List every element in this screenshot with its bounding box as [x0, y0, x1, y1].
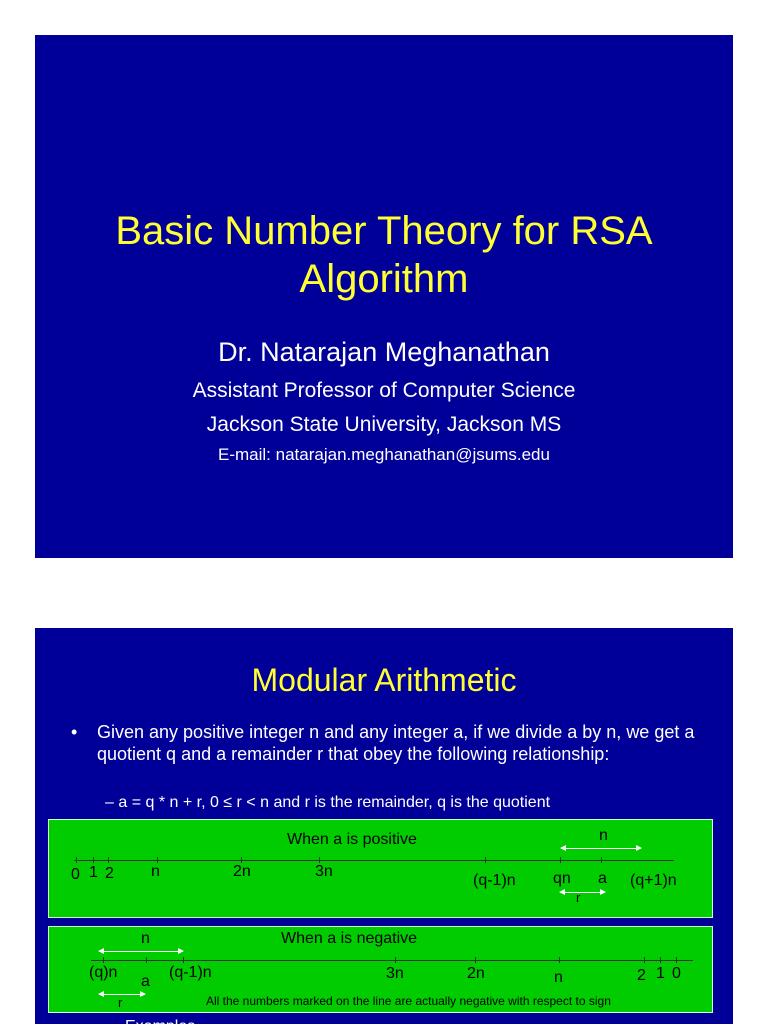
title-line-2: Algorithm — [299, 257, 469, 301]
label-3n: 3n — [315, 863, 333, 880]
span-n-arrow — [99, 951, 183, 952]
sub-bullet: – a = q * n + r, 0 ≤ r < n and r is the remainder, q is the quotient — [105, 794, 551, 811]
span-r-label: r — [118, 995, 123, 1010]
span-n-label: n — [599, 827, 608, 844]
label-qn: (q)n — [89, 964, 118, 981]
tick — [108, 857, 109, 863]
label-a: a — [141, 973, 150, 990]
modular-arithmetic-slide — [35, 628, 733, 1035]
title-line-1: Basic Number Theory for RSA — [115, 209, 653, 253]
tick — [103, 957, 104, 963]
title-slide — [35, 35, 733, 558]
bullet-text: Given any positive integer n and any integer a, if we divide a by n, we get a quotient q and a remainder r that obey the following relationship: — [97, 722, 695, 764]
tick — [559, 957, 560, 963]
tick — [601, 857, 602, 863]
partial-text-examples: Examples — [125, 1018, 196, 1035]
tick — [475, 957, 476, 963]
span-n-arrow — [561, 848, 641, 849]
label-1: 1 — [89, 864, 98, 881]
label-3n: 3n — [386, 965, 404, 982]
negative-heading: When a is negative — [281, 930, 418, 947]
author-position: Assistant Professor of Computer Science — [192, 379, 576, 402]
tick — [183, 957, 184, 963]
label-2: 2 — [105, 865, 114, 882]
span-n-label: n — [141, 930, 150, 947]
label-q-minus-1-n: (q-1)n — [473, 872, 516, 889]
positive-number-line-box — [48, 819, 713, 918]
author-university: Jackson State University, Jackson MS — [206, 413, 562, 436]
label-1: 1 — [656, 965, 665, 982]
tick — [560, 857, 561, 863]
tick — [395, 957, 396, 963]
label-q-minus-1-n: (q-1)n — [169, 964, 212, 981]
author-name: Dr. Natarajan Meghanathan — [218, 337, 550, 367]
label-n: n — [151, 863, 160, 880]
label-q-plus-1-n: (q+1)n — [630, 872, 677, 889]
number-line — [74, 860, 674, 861]
label-n: n — [554, 969, 563, 986]
slide-title — [35, 207, 733, 303]
tick — [76, 857, 77, 863]
span-r-label: r — [576, 890, 581, 905]
label-2n: 2n — [233, 863, 251, 880]
negative-number-line-box — [48, 926, 713, 1013]
label-0: 0 — [672, 965, 681, 982]
tick — [676, 957, 677, 963]
tick — [660, 957, 661, 963]
tick — [146, 957, 147, 963]
tick — [93, 857, 94, 863]
tick — [485, 857, 486, 863]
span-r-arrow — [560, 892, 605, 893]
tick — [644, 957, 645, 963]
label-a: a — [598, 870, 607, 887]
label-2: 2 — [637, 967, 646, 984]
author-email: E-mail: natarajan.meghanathan@jsums.edu — [218, 445, 550, 464]
label-qn: qn — [553, 870, 571, 887]
negative-note: All the numbers marked on the line are actually negative with respect to sign — [206, 994, 611, 1008]
bullet-icon: • — [71, 722, 78, 742]
label-0: 0 — [71, 866, 80, 883]
slide-title: Modular Arithmetic — [251, 662, 517, 698]
positive-heading: When a is positive — [287, 831, 417, 848]
number-line — [91, 960, 693, 961]
label-2n: 2n — [467, 965, 485, 982]
